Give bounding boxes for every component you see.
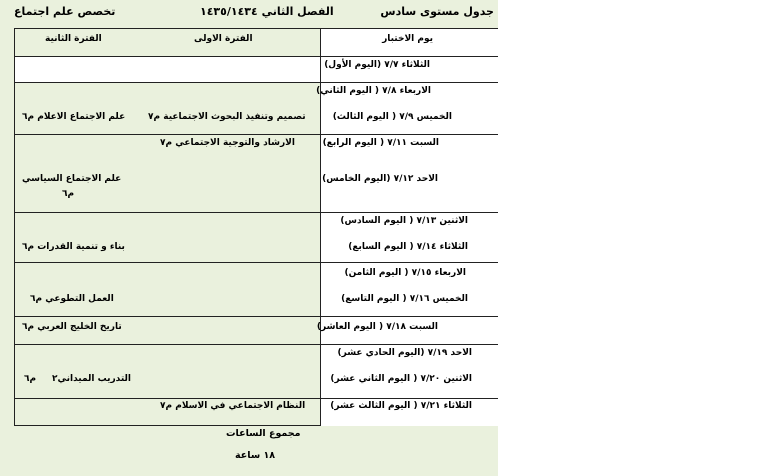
day-11: الاحد ٧/١٩ (اليوم الحادي عشر) <box>337 348 472 358</box>
exam-gulf-history: تاريخ الخليج العربي م٦ <box>22 322 122 332</box>
day-12: الاثنين ٧/٢٠ ( اليوم الثاني عشر) <box>330 374 472 384</box>
rule-top <box>14 28 498 29</box>
day-2: الاربعاء ٧/٨ ( اليوم الثاني) <box>316 86 431 96</box>
rule-r5 <box>14 316 498 317</box>
day-8: الاربعاء ٧/١٥ ( اليوم الثامن) <box>344 268 466 278</box>
exam-volunteer-work: العمل التطوعي م٦ <box>30 294 114 304</box>
day-5: الاحد ٧/١٢ (اليوم الخامس) <box>322 174 438 184</box>
rule-r2 <box>14 134 498 135</box>
exam-media-sociology: علم الاجتماع الاعلام م٦ <box>22 112 126 122</box>
exam-field-training-room: م٦ <box>24 374 37 384</box>
exam-research-design: تصميم وتنفيذ البحوث الاجتماعية م٧ <box>148 112 306 122</box>
rule-r4 <box>14 262 498 263</box>
total-hours-label: مجموع الساعات <box>226 428 301 439</box>
column-header-second: الفترة الثانية <box>45 34 102 44</box>
exam-capacity-building: بناء و تنمية القدرات م٦ <box>22 242 125 252</box>
semester-label: الفصل الثاني ١٤٣٥/١٤٣٤ <box>200 5 334 18</box>
total-hours-value: ١٨ ساعة <box>235 450 276 461</box>
day-6: الاثنين ٧/١٣ ( اليوم السادس) <box>340 216 468 226</box>
day-3: الخميس ٧/٩ ( اليوم الثالث) <box>332 112 452 122</box>
exam-islam-social-system: النظام الاجتماعي في الاسلام م٧ <box>160 401 306 411</box>
day-9: الخميس ٧/١٦ ( اليوم التاسع) <box>341 294 468 304</box>
exam-political-sociology-room: م٦ <box>62 189 75 199</box>
day-1: الثلاثاء ٧/٧ (اليوم الأول) <box>324 60 430 70</box>
exam-social-guidance: الارشاد والتوجية الاجتماعي م٧ <box>160 138 295 148</box>
rule-r3 <box>14 212 498 213</box>
day-7: الثلاثاء ٧/١٤ ( اليوم السابع) <box>348 242 468 252</box>
day-4: السبت ٧/١١ ( اليوم الرابع) <box>322 138 439 148</box>
exam-political-sociology: علم الاجتماع السياسي <box>22 174 122 184</box>
column-header-first: الفترة الاولى <box>194 34 253 44</box>
rule-r7 <box>14 398 498 399</box>
day-13: الثلاثاء ٧/٢١ ( اليوم الثالث عشر) <box>330 401 472 411</box>
exam-field-training: التدريب الميداني٢ <box>52 374 131 384</box>
schedule-title: جدول مستوى سادس <box>380 5 494 18</box>
rule-r1 <box>14 82 498 83</box>
column-header-day: يوم الاختبار <box>382 34 433 44</box>
rule-r6 <box>14 344 498 345</box>
first-row-background <box>14 56 320 82</box>
rule-left <box>14 28 15 426</box>
document-header <box>0 0 498 28</box>
rule-head <box>14 56 498 57</box>
rule-bottom <box>14 425 320 426</box>
day-10: السبت ٧/١٨ ( اليوم العاشر) <box>316 322 438 332</box>
major-label: تخصص علم اجتماع <box>14 5 116 18</box>
